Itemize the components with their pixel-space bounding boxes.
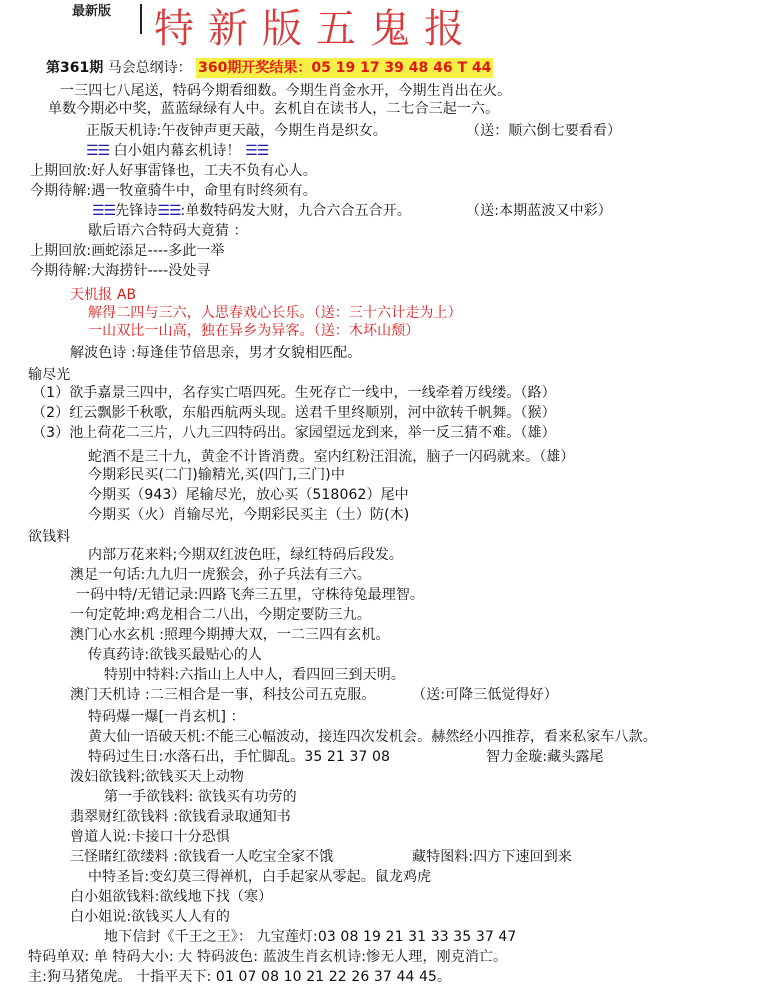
poem-heading-text: 白小姐内幕玄机诗！ <box>113 143 241 159</box>
text-line-note: 藏特图料:四方下速回到来 <box>412 849 572 865</box>
text-line-note: （送:可降三低觉得好） <box>412 687 558 703</box>
text-line: 特码单双: 单 特码大小: 大 特码波色: 蓝波生肖玄机诗:惨无人理，刚克消亡。 <box>28 949 508 965</box>
section-heading: 天机报 AB <box>70 287 137 303</box>
text-line: 今期彩民买(二门)输精光,买(四门,三门)中 <box>88 467 345 483</box>
text-line: 今期待解:遇一牧童骑牛中，命里有时终须有。 <box>30 183 317 199</box>
text-line: （1）欲手嘉景三四中，名存实亡唔四死。生死存亡一线中，一线牵着万线缕。（路） <box>32 385 556 401</box>
text-line-red: 解得二四与三六，人思春戏心长乐。（送：三十六计走为上） <box>88 305 462 321</box>
text-line: 翡翠财红欲钱料 :欲钱看录取通知书 <box>70 809 291 825</box>
issue-number: 第361期 <box>46 60 104 76</box>
text-line: 单数今期必中奖，蓝蓝绿绿有人中。玄机自在读书人，二七合三起一六。 <box>48 101 500 117</box>
text-line-note: （送:本期蓝波又中彩） <box>466 203 612 219</box>
issue-line <box>46 58 493 78</box>
text-line: 特别中特料:六指山上人中人，看四回三到天明。 <box>104 667 405 683</box>
text-line-note: 智力金璇:藏头露尾 <box>486 749 604 765</box>
text-line: 黄大仙一语破天机:不能三心幅波动，接连四次发机会。赫然经小四推荐，看来私家车八款。 <box>88 729 657 745</box>
text-line: 中特圣旨:变幻莫三得禅机，白手起家从零起。鼠龙鸡虎 <box>88 869 432 885</box>
text-line: 曾道人说:卡接口十分恐惧 <box>70 829 230 845</box>
text-line: 白小姐说:欲钱买人人有的 <box>70 909 230 925</box>
text-line: 今期买（943）尾输尽光，放心买（518062）尾中 <box>88 487 409 503</box>
bar-marker: ☰☰ <box>245 143 269 159</box>
text-line-red: 一山双比一山高，独在异乡为异客。（送：木坏山颓） <box>88 323 420 339</box>
text-line: 内部万花来料;今期双红波色旺，绿红特码后段发。 <box>88 547 404 563</box>
text-line: 上期回放:好人好事雷锋也，工夫不负有心人。 <box>30 163 317 179</box>
text-line: 特码过生日:水落石出，手忙脚乱。35 21 37 08 <box>88 749 391 765</box>
text-line: 澳门天机诗 :二三相合是一事，科技公司五克服。 <box>70 687 376 703</box>
text-line: 正版天机诗:午夜钟声更天敲，今期生肖是织女。 <box>86 123 387 139</box>
poem-heading-text: 先锋诗 <box>115 203 158 219</box>
bar-marker: ☰☰ <box>157 203 181 219</box>
text-line: 泼妇欲钱料;欲钱买天上动物 <box>70 769 245 785</box>
text-line: 白小姐欲钱料:欲线地下找（寒） <box>70 889 273 905</box>
text-line: 主:狗马猪兔虎。 十指平天下: 01 07 08 10 21 22 26 37 44 45。 <box>28 969 452 985</box>
header-divider <box>140 4 142 34</box>
lottery-result: 360期开奖结果：05 19 17 39 48 46 T 44 <box>198 60 492 76</box>
text-line: 解波色诗 :每逢佳节倍思亲，男才女貌相匹配。 <box>70 345 362 361</box>
section-heading: 输尽光 <box>28 367 71 383</box>
text-line: 一码中特/无错记录:四路飞奔三五里，守株待兔最理智。 <box>76 587 425 603</box>
text-line: 蛇酒不是三十九，黄金不计皆消费。室内红粉汪泪流，脑子一闪码就来。（雄） <box>88 449 575 465</box>
text-line: 地下信封《千王之王》： 九宝莲灯:03 08 19 21 31 33 35 37 47 <box>104 929 517 945</box>
section-heading: 欲钱料 <box>28 529 71 545</box>
text-line: 上期回放:画蛇添足----多此一举 <box>30 243 225 259</box>
bar-marker: ☰☰ <box>92 203 116 219</box>
poem-heading <box>92 202 411 220</box>
text-line: 特码爆一爆[一肖玄机] ： <box>88 709 245 725</box>
issue-label: 马会总纲诗： <box>107 60 192 76</box>
bar-marker: ☰☰ <box>86 143 110 159</box>
text-line: 今期待解:大海捞针----没处寻 <box>30 263 211 279</box>
text-line: （2）红云飘影千秋歌，东船西航两头现。送君千里终顺别，河中欲转千帆舞。（猴） <box>32 405 556 421</box>
poem-heading-body: :单数特码发大财，九合六合五合开。 <box>180 203 411 219</box>
text-line: 传真药诗:欲钱买最贴心的人 <box>88 647 263 663</box>
text-line: 澳足一句话:九九归一虎猴会，孙子兵法有三六。 <box>70 567 371 583</box>
edition-tag: 最新版 <box>72 4 112 19</box>
poem-heading <box>86 142 268 160</box>
page-title: 特新版五鬼报 <box>154 6 478 52</box>
text-line: 一句定乾坤:鸡龙相合二八出，今期定要防三九。 <box>70 607 371 623</box>
text-line: 今期买（火）肖输尽光，今期彩民买主（土）防(木) <box>88 507 410 523</box>
text-line: 三怪睹红欲缕料 :欲钱看一人吃宝全家不饿 <box>70 849 334 865</box>
text-line-note: （送：顺六倒七要看看） <box>466 123 622 139</box>
text-line: 澳门心水玄机 :照理今期搏大双，一二三四有玄机。 <box>70 627 390 643</box>
text-line: 第一手欲钱料: 欲钱买有功劳的 <box>104 789 297 805</box>
text-line: 一三四七八尾送，特码今期看细数。今期生肖金水开，今期生肖出在火。 <box>60 83 512 99</box>
text-line: （3）池上荷花二三片，八九三四特码出。家园望远龙到来，举一反三猜不难。（雄） <box>32 425 556 441</box>
text-line: 歇后语六合特码大竟猜 ： <box>88 223 248 239</box>
